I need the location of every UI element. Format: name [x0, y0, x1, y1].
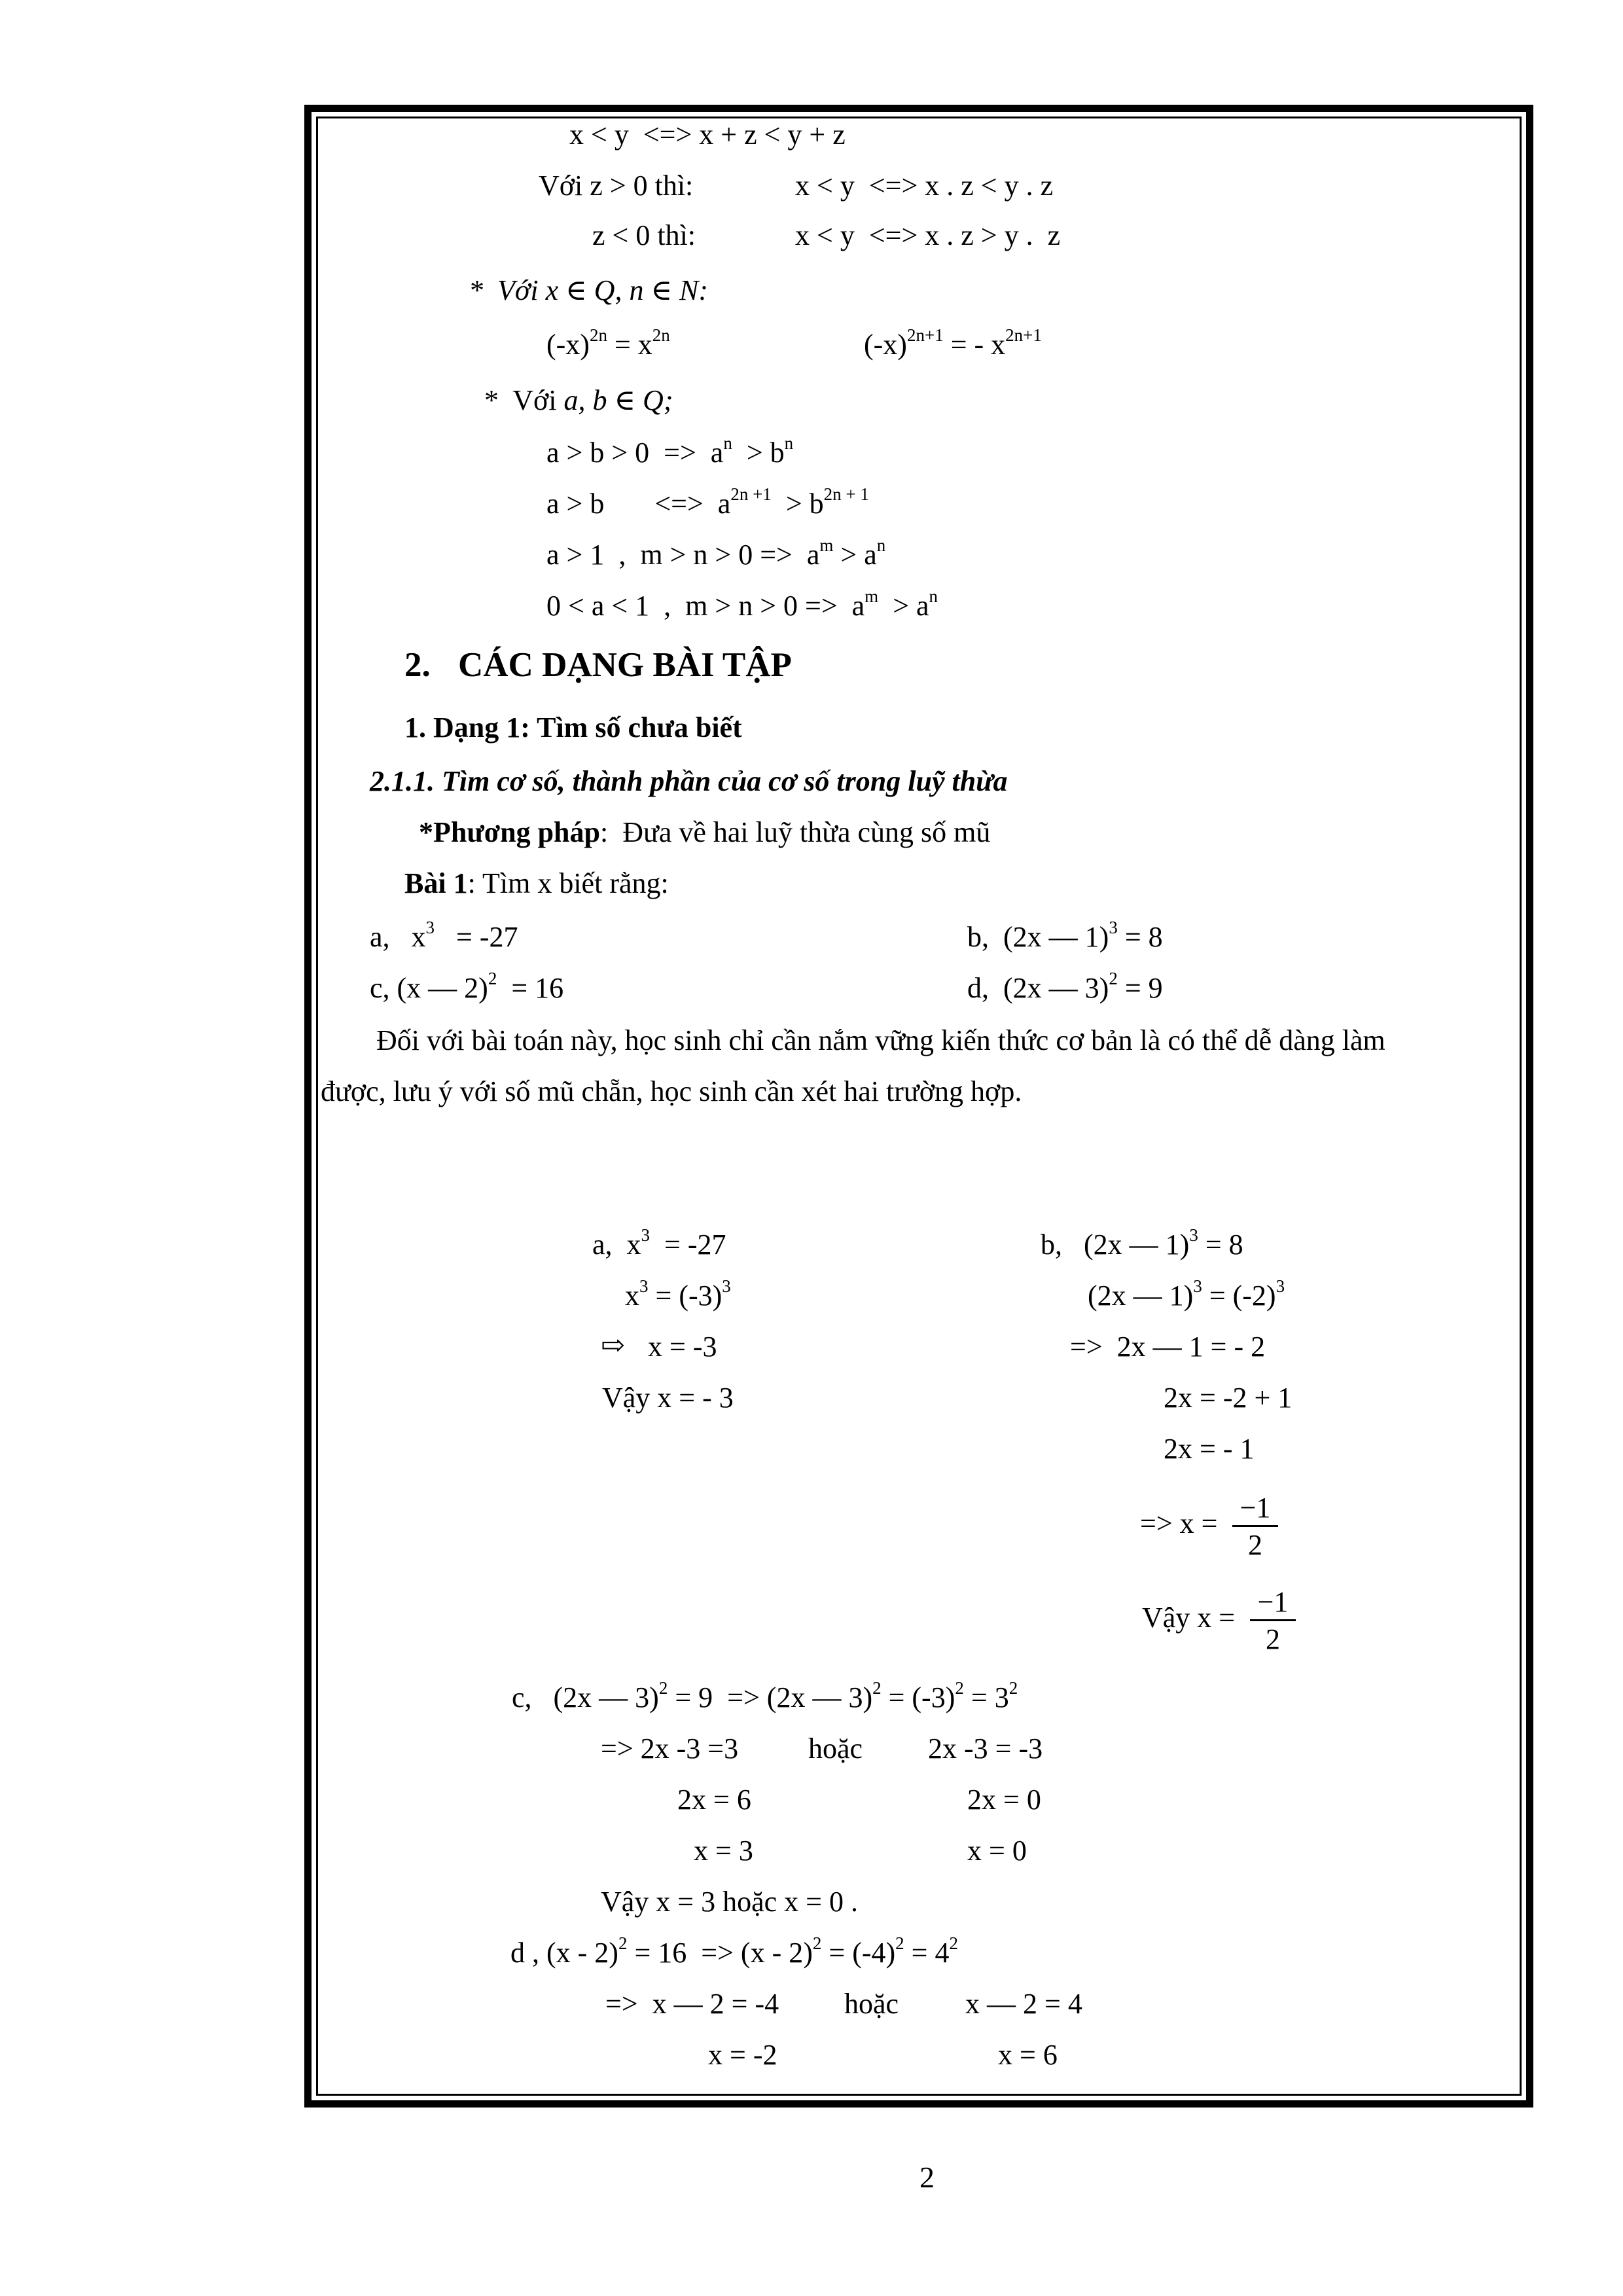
section-title: CÁC DẠNG BÀI TẬP — [458, 646, 792, 684]
rule-positive-power: $a > b > 0 => a^n > b^n$ — [546, 433, 794, 469]
note-rational-pair: * Với a, b ∈ Q; — [484, 384, 673, 416]
solution-c-line3-right: 2x = 0 — [967, 1784, 1041, 1816]
solution-c-conclusion: Vậy x = 3 hoặc x = 0 . — [601, 1886, 858, 1918]
page-number: 2 — [919, 2161, 935, 2194]
solution-d-or: hoặc — [844, 1988, 899, 2020]
solution-d-line3-left: x = -2 — [708, 2039, 777, 2071]
rule-addition: x < y <=> x + z < y + z — [569, 118, 846, 151]
solution-c-line2-left: => 2x -3 =3 — [601, 1732, 739, 1765]
problem-c: c, (x — 2)$^2$ = 16 — [370, 968, 564, 1004]
solution-c-line1: c, (2x — 3)$^2$ = 9 => (2x — $3)^2 = (-3)^2 = 3^2$ — [512, 1677, 1018, 1713]
method-line: *Phương pháp: Đưa về hai luỹ thừa cùng số mũ — [419, 816, 991, 848]
problem-b: b, (2x — 1)$^3$ = 8 — [967, 917, 1163, 953]
solution-a-conclusion: Vậy x = - 3 — [602, 1382, 734, 1414]
even-power-rule: $(-x)^{2n} = x^{2n}$ — [546, 325, 670, 361]
rule-positive: x < y <=> x . z < y . z — [795, 170, 1054, 202]
solution-b-line2: (2x — $1)^3 = (-2)^3$ — [1088, 1276, 1285, 1312]
rule-positive-condition: Với z > 0 thì: — [539, 170, 694, 202]
problem-a: a, $x^3 = -27$ — [370, 917, 518, 953]
solution-b-line1: b, (2x — 1)$^3$ = 8 — [1041, 1225, 1243, 1261]
section-number: 2. — [404, 646, 431, 684]
solution-d-line3-right: x = 6 — [998, 2039, 1058, 2071]
note-rational-power: * Với x ∈ Q, n ∈ N: — [469, 274, 709, 306]
solution-a-line1: a, $x^3 = -27$ — [592, 1225, 726, 1261]
solution-b-line6: => x = — [1140, 1507, 1218, 1539]
rule-negative-condition: z < 0 thì: — [592, 219, 696, 251]
type-heading: 1. Dạng 1: Tìm số chưa biết — [404, 711, 742, 744]
rule-odd-power: a > b <=> $a^{2n +1} > b^{2n + 1}$ — [546, 484, 869, 520]
rule-negative: x < y <=> x . z > y . z — [795, 219, 1061, 251]
solution-c-line3-left: 2x = 6 — [677, 1784, 751, 1816]
solution-b-conclusion: Vậy x = — [1142, 1602, 1236, 1634]
rule-base-less-one: 0 < a < 1 , $m > n > 0 => a^m > a^n$ — [546, 586, 938, 622]
solution-c-line4-right: x = 0 — [967, 1835, 1027, 1867]
exercise-line: Bài 1: Tìm x biết rằng: — [404, 867, 669, 899]
solution-c-or: hoặc — [808, 1732, 863, 1765]
problem-d: d, (2x — 3)$^2$ = 9 — [967, 968, 1163, 1004]
note-paragraph-line2: được, lưu ý với số mũ chẵn, học sinh cần xét hai trường hợp. — [321, 1075, 1022, 1107]
solution-a-line3: x = -3 — [648, 1331, 717, 1363]
subsection-heading: 2.1.1. Tìm cơ số, thành phần của cơ số trong luỹ thừa — [370, 765, 1008, 797]
solution-d-line2-right: x — 2 = 4 — [965, 1988, 1082, 2020]
solution-c-line4-left: x = 3 — [694, 1835, 753, 1867]
implies-arrow-icon: ⇨ — [601, 1329, 625, 1361]
solution-d-line1: d , $(x - 2)^2 = 16 => (x - 2)^2 = (-4)^2 = 4^2$ — [510, 1933, 958, 1969]
solution-b-line4: 2x = -2 + 1 — [1164, 1382, 1293, 1414]
solution-c-line2-right: 2x -3 = -3 — [928, 1732, 1043, 1765]
solution-d-line2-left: => x — 2 = -4 — [605, 1988, 779, 2020]
fraction-minus-half-conclusion: $\frac{-1}{2}$ — [1250, 1585, 1296, 1655]
fraction-minus-half: $\frac{-1}{2}$ — [1232, 1491, 1278, 1561]
solution-b-line5: 2x = - 1 — [1164, 1433, 1255, 1465]
rule-base-greater-one: a > 1 , $m > n > 0 => a^m > a^n$ — [546, 535, 886, 571]
solution-b-line3: => 2x — 1 = - 2 — [1070, 1331, 1266, 1363]
odd-power-rule: $(-x)^{2n+1}$ = - $x^{2n+1}$ — [864, 325, 1042, 361]
note-paragraph-line1: Đối với bài toán này, học sinh chỉ cần nắm vững kiến thức cơ bản là có thể dễ dàng làm — [376, 1024, 1385, 1056]
solution-a-line2: $x^3 = (-3)^3$ — [625, 1276, 731, 1312]
